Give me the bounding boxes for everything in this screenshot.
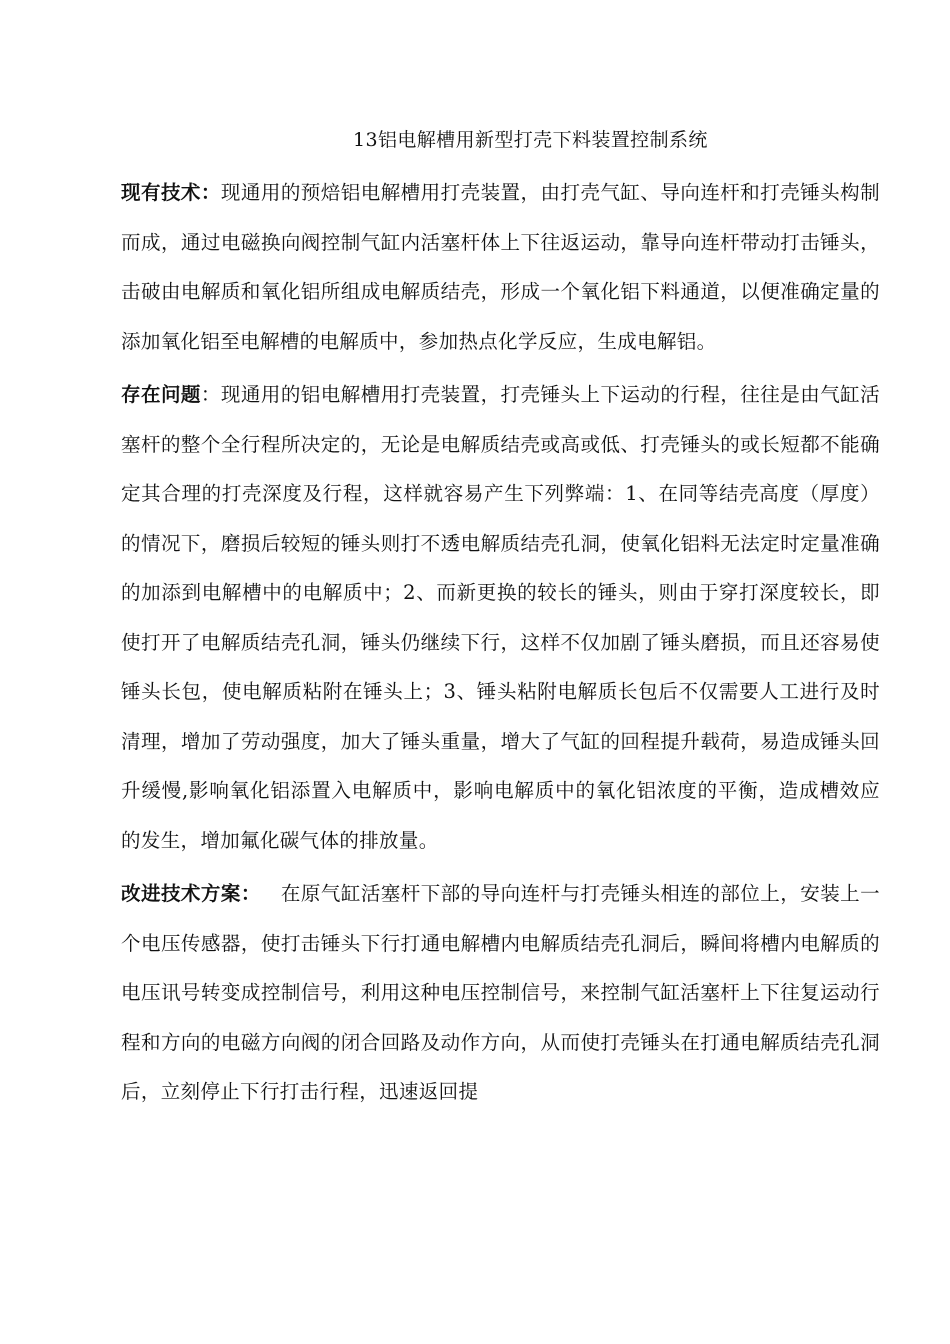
section-label-prior-art: 现有技术： (121, 181, 221, 204)
section-text-improved-solution: 在原气缸活塞杆下部的导向连杆与打壳锤头相连的部位上，安装上一个电压传感器，使打击锤头下行打通电解槽内电解质结壳孔洞后，瞬间将槽内电解质的电压讯号转变成控制信号，利用这种电压控制信号，来控制气缸活塞杆上下往复运动行程和方向的电磁方向阀的闭合回路及动作方向，从而使打壳锤头在打通电解质结壳孔洞后，立刻停止下行打击行程，迅速返回提 (121, 882, 880, 1103)
section-existing-problems (121, 370, 880, 865)
section-text-existing-problems: ：现通用的铝电解槽用打壳装置，打壳锤头上下运动的行程，往往是由气缸活塞杆的整个全行程所决定的，无论是电解质结壳或高或低、打壳锤头的或长短都不能确定其合理的打壳深度及行程，这样就容易产生下列弊端：1、在同等结壳高度（厚度）的情况下，磨损后较短的锤头则打不透电解质结壳孔洞，使氧化铝料无法定时定量准确的加添到电解槽中的电解质中；2、而新更换的较长的锤头，则由于穿打深度较长，即使打开了电解质结壳孔洞，锤头仍继续下行，这样不仅加剧了锤头磨损，而且还容易使锤头长包，使电解质粘附在锤头上；3、锤头粘附电解质长包后不仅需要人工进行及时清理，增加了劳动强度，加大了锤头重量，增大了气缸的回程提升载荷，易造成锤头回升缓慢,影响氧化铝添置入电解质中，影响电解质中的氧化铝浓度的平衡，造成槽效应的发生，增加氟化碳气体的排放量。 (121, 383, 881, 852)
document-title: 13铝电解槽用新型打壳下料装置控制系统 (353, 129, 708, 151)
section-text-prior-art: 现通用的预焙铝电解槽用打壳装置，由打壳气缸、导向连杆和打壳锤头构制而成，通过电磁换向阀控制气缸内活塞杆体上下往返运动，靠导向连杆带动打击锤头，击破由电解质和氧化铝所组成电解质结壳，形成一个氧化铝下料通道，以便准确定量的添加氧化铝至电解槽的电解质中，参加热点化学反应，生成电解铝。 (121, 181, 880, 353)
section-label-existing-problems: 存在问题 (121, 383, 201, 406)
section-prior-art (121, 168, 880, 366)
section-label-improved-solution: 改进技术方案： (121, 882, 261, 905)
section-improved-solution (121, 869, 880, 1117)
